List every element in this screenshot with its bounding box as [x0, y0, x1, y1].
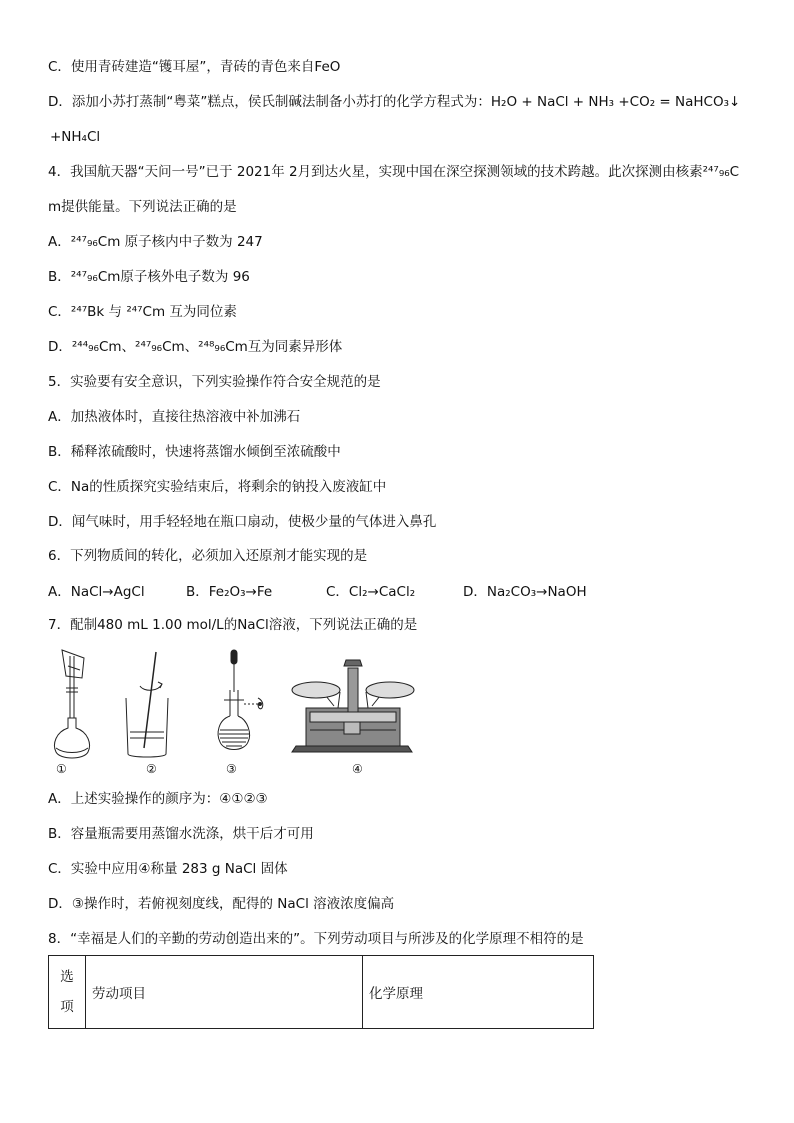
- table-header-row: [49, 956, 594, 1029]
- figure-label-4: ④: [352, 762, 363, 776]
- beaker-stirring: [126, 652, 168, 757]
- eye-icon: [258, 702, 262, 706]
- apparatus-drawing: [48, 648, 428, 778]
- q8-table: [48, 955, 594, 1029]
- q4-stem-line2: m提供能量。下列说法正确的是: [48, 199, 237, 215]
- flask-dropper: [218, 650, 263, 750]
- q3-option-d-line1: D．添加小苏打蒸制“粤菜”糕点，侯氏制碱法制备小苏打的化学方程式为：H₂O + NaCl + NH₃ +CO₂ = NaHCO₃↓: [48, 94, 741, 110]
- table-header-labor: 劳动项目: [86, 956, 363, 1029]
- q7-stem: 7．配制480 mL 1.00 mol/L的NaCl溶液，下列说法正确的是: [48, 617, 418, 633]
- q4-option-c: C．²⁴⁷Bk 与 ²⁴⁷Cm 互为同位素: [48, 304, 237, 320]
- table-header-option-line2: 项: [60, 999, 74, 1015]
- balance-scale: [292, 660, 414, 752]
- q4-option-d: D．²⁴⁴₉₆Cm、²⁴⁷₉₆Cm、²⁴⁸₉₆Cm互为同素异形体: [48, 339, 343, 355]
- q4-option-a: A．²⁴⁷₉₆Cm 原子核内中子数为 247: [48, 234, 263, 250]
- figure-label-1: ①: [56, 762, 67, 776]
- q7-option-b: B．容量瓶需要用蒸馏水洗涤，烘干后才可用: [48, 826, 314, 842]
- q3-option-d-line2: +NH₄Cl: [50, 129, 101, 145]
- q6-option-a: A．NaCl→AgCl: [48, 584, 145, 600]
- q6-options: [48, 580, 748, 598]
- figure-label-2: ②: [146, 762, 157, 776]
- q7-option-d: D．③操作时，若俯视刻度线，配得的 NaCl 溶液浓度偏高: [48, 896, 395, 912]
- q8-stem: 8．“幸福是人们的辛勤的劳动创造出来的”。下列劳动项目与所涉及的化学原理不相符的是: [48, 931, 584, 947]
- q5-stem: 5．实验要有安全意识，下列实验操作符合安全规范的是: [48, 374, 381, 390]
- q6-option-d: D．Na₂CO₃→NaOH: [463, 584, 587, 600]
- table-header-option: [49, 956, 86, 1029]
- q6-stem: 6．下列物质间的转化，必须加入还原剂才能实现的是: [48, 548, 368, 564]
- q3-option-c: C．使用青砖建造“镬耳屋”，青砖的青色来自FeO: [48, 59, 341, 75]
- q5-option-c: C．Na的性质探究实验结束后，将剩余的钠投入废液缸中: [48, 479, 387, 495]
- volumetric-flask-pouring: [55, 650, 90, 758]
- q5-option-a: A．加热液体时，直接往热溶液中补加沸石: [48, 409, 301, 425]
- q7-option-c: C．实验中应用④称量 283 g NaCl 固体: [48, 861, 288, 877]
- table-header-principle: 化学原理: [363, 956, 594, 1029]
- q6-option-b: B．Fe₂O₃→Fe: [186, 584, 273, 600]
- q5-option-b: B．稀释浓硫酸时，快速将蒸馏水倾倒至浓硫酸中: [48, 444, 341, 460]
- table-header-option-line1: 选: [60, 969, 74, 985]
- q4-stem-line1: 4．我国航天器“天问一号”已于 2021年 2月到达火星，实现中国在深空探测领域的技术跨越。此次探测由核素²⁴⁷₉₆C: [48, 164, 740, 180]
- q7-apparatus-figure: [48, 648, 428, 778]
- q5-option-d: D．闻气味时，用手轻轻地在瓶口扇动，使极少量的气体进入鼻孔: [48, 514, 437, 530]
- q7-option-a: A．上述实验操作的颜序为：④①②③: [48, 791, 268, 807]
- figure-label-3: ③: [226, 762, 237, 776]
- q6-option-c: C．Cl₂→CaCl₂: [326, 584, 416, 600]
- q4-option-b: B．²⁴⁷₉₆Cm原子核外电子数为 96: [48, 269, 250, 285]
